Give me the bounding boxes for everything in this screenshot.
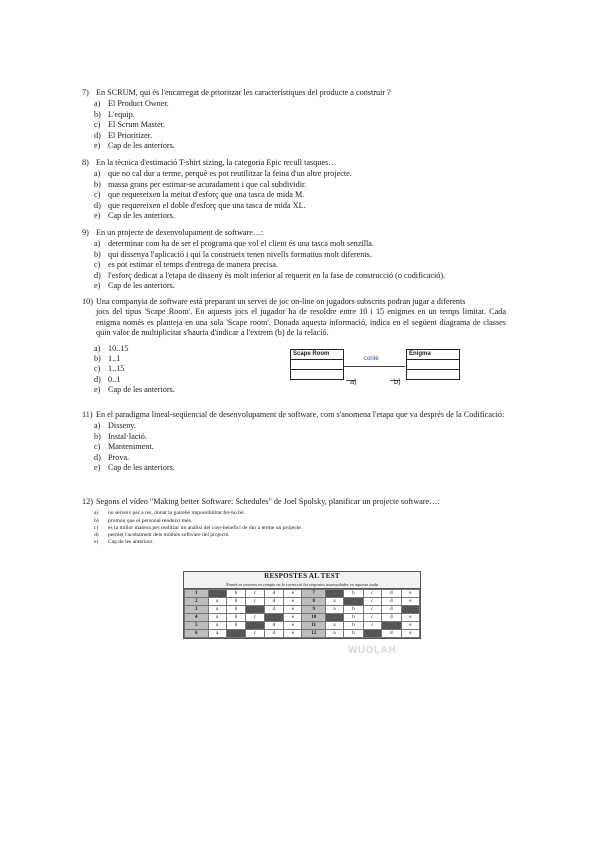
option-letter: a) <box>94 239 101 249</box>
answer-option <box>94 453 512 463</box>
answer-choice-cell: a <box>208 606 226 614</box>
option-text: l'esforç dedicat a l'etapa de disseny és molt inferior al requerit en la fase de construcció (o codificació). <box>108 270 446 280</box>
option-text: permet l'acobament dels mòduls software del projecte. <box>108 532 230 539</box>
answer-choice-cell: d <box>264 630 284 638</box>
option-text: 10..15 <box>108 343 129 353</box>
answer-choice-cell: e <box>284 590 302 598</box>
option-letter: d) <box>94 532 99 539</box>
option-text: que no cal dur a terme, perquè es pot reutilitzar la feina d'un altre projecte. <box>108 169 352 179</box>
answer-row <box>185 606 420 614</box>
answer-choice-cell: d <box>264 598 284 606</box>
answer-choice-cell: b <box>344 590 364 598</box>
answer-choice-cell: e <box>284 630 302 638</box>
answer-choice-cell: d <box>382 622 402 630</box>
option-text: massa grans per estimar-se acuradament i que cal subdividir. <box>108 179 307 189</box>
answer-choice-cell: e <box>401 590 419 598</box>
question-number-cell: 11 <box>302 622 326 630</box>
question-stem: 11) En el paradigma lineal-seqüencial de desenvolupament de software, com s'anomena l'etapa que va després de la Codificació: <box>82 410 505 419</box>
class-attributes <box>291 360 343 370</box>
option-text: Instal·lació. <box>108 431 147 441</box>
answer-choice-cell: c <box>246 598 264 606</box>
answer-row <box>185 614 420 622</box>
answer-choice-cell: e <box>401 614 419 622</box>
answer-choice-cell: d <box>382 614 402 622</box>
answer-option <box>94 532 512 539</box>
answer-option <box>94 518 512 525</box>
option-text: Cap de les anteriors. <box>108 141 175 151</box>
question-number-cell: 7 <box>302 590 326 598</box>
option-list <box>82 239 512 291</box>
option-letter: c) <box>94 524 99 531</box>
answer-choice-cell: d <box>264 622 284 630</box>
answer-choice-cell: b <box>344 622 364 630</box>
answer-choice-cell: e <box>401 630 419 638</box>
answer-choice-cell: c <box>363 590 381 598</box>
option-text: 1..1 <box>108 354 121 364</box>
answer-choice-cell: d <box>382 598 402 606</box>
association-label: conté <box>364 356 379 362</box>
answer-choice-cell: b <box>226 606 246 614</box>
option-letter: e) <box>94 463 101 473</box>
question-stem: 10) Una companyia de software està preparant un servei de joc on-line on jugadors subscrits podran jugar a diferents jocs del tipus 'Scape Room'. En aquests jocs el jugador ha de resoldre entre 10 i 15 enigmes en un temps limitat. Cada enigma només es planteja en una sola 'Scape room'. Donada aquesta informació, indica en el següent diagrama de classes quin valor de multiplicitat s'hauria d'indicar a l'extrem (b) de la relació. <box>82 297 506 338</box>
answer-row <box>185 598 420 606</box>
option-text: qui dissenya l'aplicació i qui la construeix tenen nivells formatius molt diferents. <box>108 249 372 259</box>
answer-option <box>94 442 512 452</box>
answer-option <box>94 190 512 200</box>
option-text: Cap de les anteriors. <box>108 385 175 395</box>
answer-choice-cell: c <box>363 614 381 622</box>
answer-option <box>94 211 512 221</box>
option-letter: c) <box>94 364 101 374</box>
answer-choice-cell: c <box>246 614 264 622</box>
question-number-cell: 1 <box>185 590 209 598</box>
option-letter: b) <box>94 354 101 364</box>
class-diagram <box>290 349 440 399</box>
answer-choice-cell: a <box>208 614 226 622</box>
option-text: L'equip. <box>108 109 135 119</box>
option-text: es pot estimar el temps d'entrega de manera precisa. <box>108 260 278 270</box>
option-letter: b) <box>94 431 101 441</box>
option-letter: c) <box>94 120 101 130</box>
option-letter: d) <box>94 130 101 140</box>
option-letter: e) <box>94 281 101 291</box>
question-7 <box>82 88 512 151</box>
option-letter: b) <box>94 517 99 524</box>
question-stem: 7) En SCRUM, qui és l'encarregat de prioritzar les característiques del producte a construir ? <box>82 88 391 97</box>
question-12 <box>82 497 512 546</box>
question-8 <box>82 158 512 221</box>
answer-choice-cell: e <box>401 606 419 614</box>
answer-choice-cell: d <box>264 590 284 598</box>
answer-option <box>94 421 512 431</box>
answer-row <box>185 630 420 638</box>
answer-option <box>94 510 512 517</box>
association-line <box>343 366 405 367</box>
option-list <box>82 421 512 473</box>
answer-option <box>94 169 512 179</box>
question-number-cell: 5 <box>185 622 209 630</box>
question-9 <box>82 228 512 291</box>
answer-choice-cell: d <box>264 606 284 614</box>
option-text: determinar com ha de ser el programa que vol el client és una tasca molt senzilla. <box>108 239 374 249</box>
answer-choice-cell: e <box>284 606 302 614</box>
answer-option <box>94 539 512 546</box>
option-letter: b) <box>94 109 101 119</box>
option-text: que requereixen la meitat d'esforç que una tasca de mida M. <box>108 190 305 200</box>
answer-choice-cell: a <box>208 590 226 598</box>
option-text: Manteniment. <box>108 442 154 452</box>
class-methods <box>291 370 343 379</box>
answer-choice-cell: b <box>344 614 364 622</box>
answer-choice-cell: d <box>264 614 284 622</box>
answer-option <box>94 131 512 141</box>
answer-choice-cell: c <box>246 606 264 614</box>
option-text: no serveix per a res, donat la gairebé impossibilitat fer-ho bé. <box>108 510 245 517</box>
option-letter: b) <box>94 249 101 259</box>
watermark-logo: WUOLAH <box>348 645 396 656</box>
question-number-cell: 12 <box>302 630 326 638</box>
option-letter: c) <box>94 260 101 270</box>
option-letter: e) <box>94 141 101 151</box>
option-text: Cap de les anteriors. <box>108 463 175 473</box>
answer-sheet <box>183 571 421 639</box>
answer-option <box>94 260 512 270</box>
answer-choice-cell: a <box>325 606 343 614</box>
answer-choice-cell: a <box>325 622 343 630</box>
answer-option <box>94 525 512 532</box>
option-list <box>82 510 512 546</box>
answer-choice-cell: e <box>284 598 302 606</box>
option-letter: a) <box>94 510 99 517</box>
answer-choice-cell: a <box>208 622 226 630</box>
multiplicity-end-b: b) <box>394 377 401 386</box>
answer-choice-cell: a <box>325 630 343 638</box>
answer-choice-cell: b <box>344 630 364 638</box>
answer-choice-cell: a <box>325 590 343 598</box>
answer-option <box>94 180 512 190</box>
option-text: 1..15 <box>108 364 125 374</box>
option-letter: a) <box>94 421 101 431</box>
answer-choice-cell: d <box>382 630 402 638</box>
answer-choice-cell: b <box>226 630 246 638</box>
option-letter: a) <box>94 99 101 109</box>
question-stem: 9) En un projecte de desenvolupament de software…: <box>82 228 264 237</box>
option-list <box>82 99 512 151</box>
answer-choice-cell: d <box>382 590 402 598</box>
answer-choice-cell: c <box>246 622 264 630</box>
option-letter: c) <box>94 442 101 452</box>
option-text: Cap de les anteriors. <box>108 281 175 291</box>
option-text: Cap de les anteriors. <box>108 211 175 221</box>
option-letter: c) <box>94 190 101 200</box>
answer-option <box>94 99 512 109</box>
question-stem: 8) En la tècnica d'estimació T-shirt sizing, la categoria Epic recull tasques… <box>82 158 337 167</box>
option-text: El Product Owner. <box>108 99 169 109</box>
answer-option <box>94 201 512 211</box>
question-number-cell: 3 <box>185 606 209 614</box>
question-11 <box>82 410 512 473</box>
answer-option <box>94 432 512 442</box>
option-letter: e) <box>94 385 101 395</box>
answer-table <box>184 589 420 638</box>
answer-row <box>185 590 420 598</box>
answer-option <box>94 281 512 291</box>
class-box-enigma <box>406 349 460 380</box>
answer-choice-cell: d <box>382 606 402 614</box>
answer-choice-cell: e <box>284 622 302 630</box>
option-letter: d) <box>94 374 101 384</box>
answer-choice-cell: b <box>344 606 364 614</box>
answer-option <box>94 239 512 249</box>
class-attributes <box>407 360 459 370</box>
answer-option <box>94 250 512 260</box>
option-letter: a) <box>94 343 101 353</box>
answer-option <box>94 271 512 281</box>
class-name: Scape Room <box>291 350 343 360</box>
question-stem-continuation: jocs del tipus 'Scape Room'. En aquests jocs el jugador ha de resoldre entre 10 i 15 enigmes en un temps limitat. Cada enigma només es planteja en una sola 'Scape room'. Donada aquesta informació, indica en el següent diagrama de classes quin valor de multiplicitat s'hauria d'indicar a l'extrem (b) de la relació. <box>96 307 506 338</box>
option-text: El Prioritizer. <box>108 130 153 140</box>
question-number-cell: 8 <box>302 598 326 606</box>
option-list <box>82 169 512 221</box>
option-text: El Scrum Master. <box>108 120 166 130</box>
class-methods <box>407 370 459 379</box>
option-text: promou que el personal rendeixi més. <box>108 517 193 524</box>
class-box-scape-room <box>290 349 344 380</box>
answer-sheet-title: RESPOSTES AL TEST <box>264 572 340 580</box>
answer-choice-cell: a <box>208 598 226 606</box>
answer-choice-cell: c <box>246 590 264 598</box>
option-letter: d) <box>94 270 101 280</box>
answer-sheet-subtitle: Només es tenaran en compte en la correcció les respostes assenyalades en aquesta taula <box>184 581 420 589</box>
multiplicity-end-a: a) <box>350 377 357 386</box>
answer-choice-cell: b <box>226 590 246 598</box>
answer-choice-cell: e <box>401 622 419 630</box>
answer-choice-cell: e <box>284 614 302 622</box>
option-letter: d) <box>94 452 101 462</box>
option-letter: b) <box>94 179 101 189</box>
answer-choice-cell: c <box>363 630 381 638</box>
answer-choice-cell: b <box>226 614 246 622</box>
question-number-cell: 9 <box>302 606 326 614</box>
question-number-cell: 6 <box>185 630 209 638</box>
answer-option <box>94 463 512 473</box>
answer-choice-cell: b <box>344 598 364 606</box>
option-letter: e) <box>94 539 99 546</box>
answer-choice-cell: a <box>208 630 226 638</box>
answer-choice-cell: c <box>363 598 381 606</box>
answer-row <box>185 622 420 630</box>
answer-choice-cell: b <box>226 622 246 630</box>
option-text: Prova. <box>108 452 130 462</box>
class-name: Enigma <box>407 350 459 360</box>
option-letter: a) <box>94 169 101 179</box>
answer-option <box>94 141 512 151</box>
question-number-cell: 4 <box>185 614 209 622</box>
option-text: Cap de les anteriors. <box>108 539 154 546</box>
answer-option <box>94 120 512 130</box>
answer-choice-cell: c <box>363 606 381 614</box>
answer-choice-cell: b <box>226 598 246 606</box>
answer-option <box>94 110 512 120</box>
answer-choice-cell: a <box>325 598 343 606</box>
answer-choice-cell: e <box>401 598 419 606</box>
option-letter: d) <box>94 200 101 210</box>
option-letter: e) <box>94 211 101 221</box>
answer-choice-cell: a <box>325 614 343 622</box>
question-stem: 12) Segons el vídeo "Making better Software: Schedules" de Joel Spolsky, planificar un projecte software…: <box>82 497 440 506</box>
option-text: 0..1 <box>108 374 121 384</box>
option-text: Disseny. <box>108 421 136 431</box>
answer-choice-cell: c <box>246 630 264 638</box>
answer-choice-cell: c <box>363 622 381 630</box>
question-number-cell: 2 <box>185 598 209 606</box>
option-text: que requereixen el doble d'esforç que una tasca de mida XL. <box>108 200 306 210</box>
question-number-cell: 10 <box>302 614 326 622</box>
option-text: és la millor manera per realitzar un anàlisi del cost-benefici de dur a terme un projecte. <box>108 524 303 531</box>
